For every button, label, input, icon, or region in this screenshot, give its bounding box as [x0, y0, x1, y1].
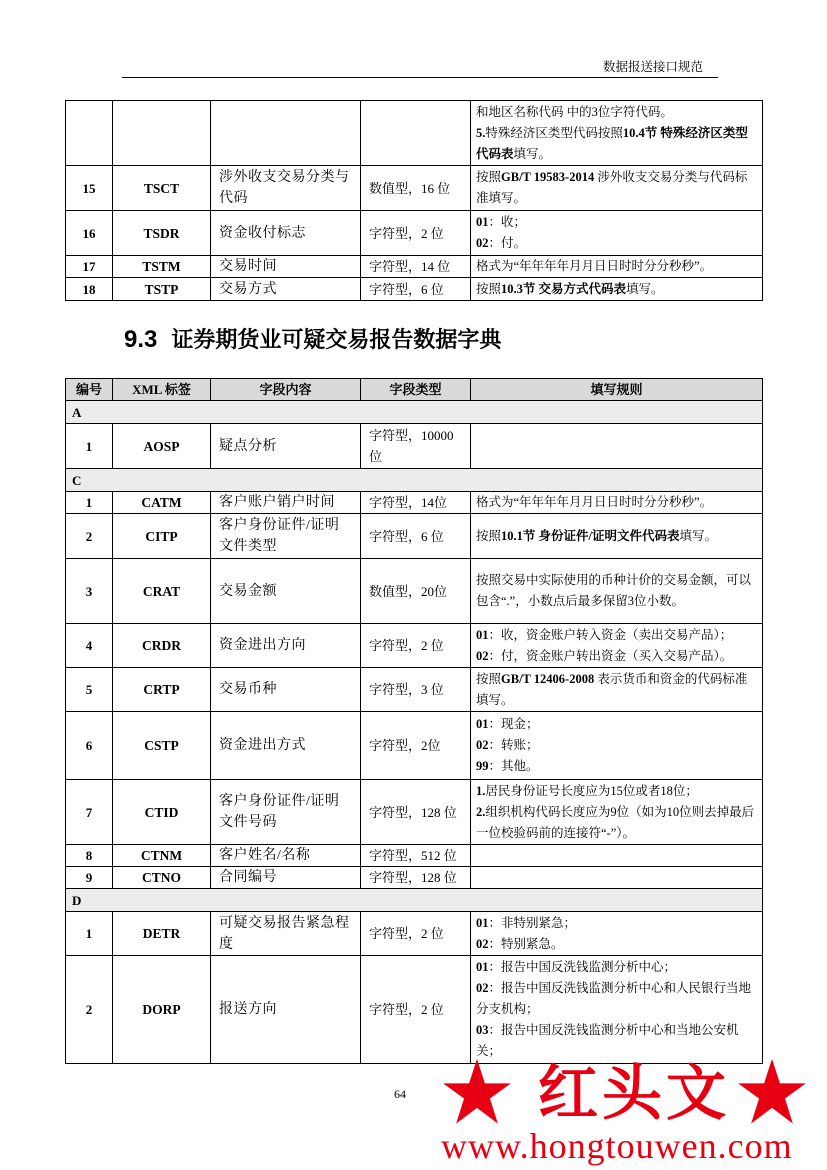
- fill-rule: [471, 624, 763, 668]
- fill-rule: [471, 278, 763, 301]
- table-row: [66, 780, 763, 845]
- field-content: 合同编号: [211, 867, 361, 889]
- field-number: 4: [66, 624, 113, 668]
- rule-line: [476, 625, 758, 646]
- xml-tag: DETR: [113, 912, 211, 956]
- field-number: 3: [66, 559, 113, 624]
- field-content: 可疑交易报告紧急程度: [211, 912, 361, 956]
- rule-text-bold: 5.: [476, 125, 486, 140]
- table-body: [66, 101, 763, 301]
- table-row: [66, 912, 763, 956]
- section-row: [66, 401, 763, 424]
- section-title: 证券期货业可疑交易报告数据字典: [171, 327, 502, 352]
- field-number: 1: [66, 912, 113, 956]
- header-field-content: 字段内容: [211, 379, 361, 401]
- table-body: [66, 401, 763, 1064]
- field-content: 疑点分析: [211, 424, 361, 469]
- rule-text: ：付，资金账户转出资金（买入交易产品）。: [488, 648, 733, 663]
- rule-text: 格式为“年年年年月月日日时时分分秒秒”。: [476, 259, 713, 273]
- rule-line: [476, 233, 758, 254]
- rule-text: 和地区名称代码 中的3位字符代码。: [476, 104, 673, 119]
- rule-text: ：报告中国反洗钱监测分析中心和当地公安机关；: [476, 1023, 739, 1058]
- header-number: 编号: [66, 379, 113, 401]
- rule-text-bold: 01: [476, 915, 489, 930]
- xml-tag: CTNM: [113, 845, 211, 867]
- rule-line: [476, 934, 758, 955]
- rule-text-bold: 99: [476, 759, 489, 773]
- rule-line: [476, 212, 758, 233]
- rule-text: 填写。: [679, 528, 718, 543]
- rule-text-bold: GB/T 19583-2014: [501, 170, 595, 184]
- section-heading: [124, 326, 501, 357]
- table-row: [66, 712, 763, 780]
- field-content: 涉外收支交易分类与代码: [211, 166, 361, 211]
- rule-line: [476, 526, 758, 547]
- rule-text: ：现金；: [488, 717, 539, 731]
- xml-tag: CITP: [113, 514, 211, 559]
- fill-rule: [471, 211, 763, 256]
- field-content: [211, 101, 361, 166]
- rule-line: [476, 492, 758, 513]
- field-content: 客户账户销户时间: [211, 492, 361, 514]
- rule-text-bold: 2.: [476, 804, 486, 819]
- page-number: 64: [394, 1087, 406, 1101]
- rule-text: 表示货币和资金的代码标准填写。: [476, 671, 748, 707]
- rule-text-bold: 02: [476, 236, 489, 250]
- field-type: 字符型，2 位: [361, 211, 471, 256]
- section-row: [66, 889, 763, 912]
- fill-rule: [471, 956, 763, 1064]
- field-type: 数值型，20位: [361, 559, 471, 624]
- rule-text-bold: 02: [476, 936, 489, 951]
- rule-line: [476, 570, 758, 612]
- field-type: 字符型，2 位: [361, 624, 471, 668]
- rule-text-bold: 10.4节 特殊经济区类型代码表: [476, 125, 748, 161]
- field-type: 字符型，14位: [361, 492, 471, 514]
- field-content: 客户身份证件/证明文件类型: [211, 514, 361, 559]
- xml-tag: CTID: [113, 780, 211, 845]
- rule-line: [476, 781, 758, 802]
- field-type: 字符型，512 位: [361, 845, 471, 867]
- rule-line: [476, 978, 758, 1020]
- page-header-title: 数据报送接口规范: [602, 60, 703, 74]
- rule-text: 按照: [476, 528, 502, 543]
- table-row: [66, 424, 763, 469]
- field-type: 字符型，14 位: [361, 256, 471, 278]
- field-type: 字符型，128 位: [361, 867, 471, 889]
- field-number: 15: [66, 166, 113, 211]
- table-row: [66, 624, 763, 668]
- table-header: [66, 379, 763, 401]
- xml-tag: TSTM: [113, 256, 211, 278]
- rule-text: 组织机构代码长度应为9位（如为10位则去掉最后一位校验码前的连接符“-”）。: [476, 804, 755, 840]
- xml-tag: AOSP: [113, 424, 211, 469]
- fill-rule: [471, 780, 763, 845]
- field-content: 报送方向: [211, 956, 361, 1064]
- xml-tag: TSCT: [113, 166, 211, 211]
- header-divider: [122, 77, 718, 78]
- field-content: 交易时间: [211, 256, 361, 278]
- field-number: 18: [66, 278, 113, 301]
- fill-rule: [471, 101, 763, 166]
- field-content: 客户姓名/名称: [211, 845, 361, 867]
- table-row: [66, 559, 763, 624]
- table-row: [66, 101, 763, 166]
- rule-text: 按照: [476, 671, 502, 686]
- table-row: [66, 867, 763, 889]
- xml-tag: CRDR: [113, 624, 211, 668]
- rule-line: [476, 802, 758, 844]
- rule-text: 涉外收支交易分类与代码标准填写。: [476, 170, 748, 205]
- field-type: 字符型，6 位: [361, 278, 471, 301]
- field-number: 1: [66, 424, 113, 469]
- rule-text-bold: 01: [476, 627, 489, 642]
- header-field-type: 字段类型: [361, 379, 471, 401]
- rule-line: [476, 102, 758, 123]
- rule-line: [476, 913, 758, 934]
- field-type: 字符型，2 位: [361, 956, 471, 1064]
- table-header-row: [66, 379, 763, 401]
- rule-line: [476, 735, 758, 756]
- field-type: 数值型，16 位: [361, 166, 471, 211]
- field-number: 2: [66, 514, 113, 559]
- field-number: 5: [66, 668, 113, 712]
- header-xml-tag: XML 标签: [113, 379, 211, 401]
- rule-text: ：转账；: [488, 738, 539, 752]
- section-letter: C: [66, 469, 763, 492]
- field-number: 6: [66, 712, 113, 780]
- rule-text: ：收；: [488, 215, 527, 229]
- rule-text: ：报告中国反洗钱监测分析中心；: [488, 960, 677, 974]
- xml-tag: DORP: [113, 956, 211, 1064]
- table-row: [66, 668, 763, 712]
- rule-line: [476, 167, 758, 209]
- field-content: 客户身份证件/证明文件号码: [211, 780, 361, 845]
- rule-line: [476, 957, 758, 978]
- rule-line: [476, 256, 758, 277]
- field-type: 字符型，2位: [361, 712, 471, 780]
- rule-text-bold: 02: [476, 981, 489, 995]
- section-letter: D: [66, 889, 763, 912]
- star-icon: [735, 1056, 809, 1128]
- rule-text: ：非特别紧急；: [488, 915, 577, 930]
- fill-rule: [471, 166, 763, 211]
- xml-tag: TSTP: [113, 278, 211, 301]
- rule-text-bold: 10.3节 交易方式代码表: [501, 281, 627, 296]
- rule-text-bold: 03: [476, 1023, 489, 1037]
- table-row: [66, 211, 763, 256]
- xml-tag: CSTP: [113, 712, 211, 780]
- table-row: [66, 514, 763, 559]
- data-dictionary-table: [65, 378, 763, 1064]
- field-number: 9: [66, 867, 113, 889]
- field-content: 交易金额: [211, 559, 361, 624]
- field-type: 字符型，128 位: [361, 780, 471, 845]
- fill-rule: [471, 424, 763, 469]
- rule-text-bold: 01: [476, 215, 489, 229]
- rule-text: ：报告中国反洗钱监测分析中心和人民银行当地分支机构；: [476, 981, 752, 1016]
- rule-text: 按照: [476, 281, 502, 296]
- rule-text: ：收，资金账户转入资金（卖出交易产品）；: [488, 627, 733, 642]
- fill-rule: [471, 912, 763, 956]
- field-content: 资金进出方向: [211, 624, 361, 668]
- fill-rule: [471, 559, 763, 624]
- rule-line: [476, 756, 758, 777]
- field-number: 16: [66, 211, 113, 256]
- rule-text: 填写。: [513, 146, 552, 161]
- fill-rule: [471, 712, 763, 780]
- xml-tag: CATM: [113, 492, 211, 514]
- xml-tag: TSDR: [113, 211, 211, 256]
- field-type: [361, 101, 471, 166]
- rule-line: [476, 714, 758, 735]
- field-table-continued: [65, 100, 763, 301]
- rule-text: 居民身份证号长度应为15位或者18位；: [485, 783, 698, 798]
- watermark-url: www.hongtouwen.com: [441, 1126, 793, 1166]
- field-type: 字符型，2 位: [361, 912, 471, 956]
- rule-line: [476, 1020, 758, 1062]
- rule-text: ：其他。: [488, 759, 539, 773]
- table-row: [66, 492, 763, 514]
- table-row: [66, 845, 763, 867]
- xml-tag: CTNO: [113, 867, 211, 889]
- rule-line: [476, 123, 758, 165]
- section-row: [66, 469, 763, 492]
- field-number: 7: [66, 780, 113, 845]
- xml-tag: CRTP: [113, 668, 211, 712]
- field-number: 8: [66, 845, 113, 867]
- rule-text-bold: 1.: [476, 783, 486, 798]
- rule-text-bold: 02: [476, 648, 489, 663]
- rule-text-bold: 10.1节 身份证件/证明文件代码表: [501, 528, 680, 543]
- rule-text: ：特别紧急。: [488, 936, 564, 951]
- field-number: 2: [66, 956, 113, 1064]
- star-icon: [440, 1056, 514, 1128]
- section-letter: A: [66, 401, 763, 424]
- watermark-text: 红头文: [538, 1059, 730, 1129]
- field-type: 字符型，6 位: [361, 514, 471, 559]
- table-row: [66, 166, 763, 211]
- rule-text: ：付。: [488, 236, 527, 250]
- field-type: 字符型，10000位: [361, 424, 471, 469]
- fill-rule: [471, 492, 763, 514]
- xml-tag: [113, 101, 211, 166]
- fill-rule: [471, 668, 763, 712]
- rule-line: [476, 669, 758, 711]
- field-number: 1: [66, 492, 113, 514]
- fill-rule: [471, 867, 763, 889]
- rule-text: 填写。: [626, 281, 664, 296]
- field-content: 资金收付标志: [211, 211, 361, 256]
- header-fill-rule: 填写规则: [471, 379, 763, 401]
- rule-text: 特殊经济区类型代码按照: [485, 125, 623, 140]
- field-number: [66, 101, 113, 166]
- rule-line: [476, 279, 758, 300]
- fill-rule: [471, 256, 763, 278]
- rule-text: 格式为“年年年年月月日日时时分分秒秒”。: [476, 495, 713, 509]
- field-type: 字符型，3 位: [361, 668, 471, 712]
- section-number: 9.3: [124, 326, 158, 353]
- table-row: [66, 278, 763, 301]
- rule-text-bold: 01: [476, 717, 489, 731]
- xml-tag: CRAT: [113, 559, 211, 624]
- fill-rule: [471, 514, 763, 559]
- table-row: [66, 256, 763, 278]
- rule-text-bold: 01: [476, 960, 489, 974]
- rule-text: 按照: [476, 170, 502, 184]
- rule-text-bold: 02: [476, 738, 489, 752]
- field-number: 17: [66, 256, 113, 278]
- fill-rule: [471, 845, 763, 867]
- rule-line: [476, 646, 758, 667]
- rule-text-bold: GB/T 12406-2008: [501, 671, 595, 686]
- field-content: 资金进出方式: [211, 712, 361, 780]
- field-content: 交易币种: [211, 668, 361, 712]
- rule-text: 按照交易中实际使用的币种计价的交易金额，可以包含“.”，小数点后最多保留3位小数。: [476, 573, 752, 608]
- table-row: [66, 956, 763, 1064]
- field-content: 交易方式: [211, 278, 361, 301]
